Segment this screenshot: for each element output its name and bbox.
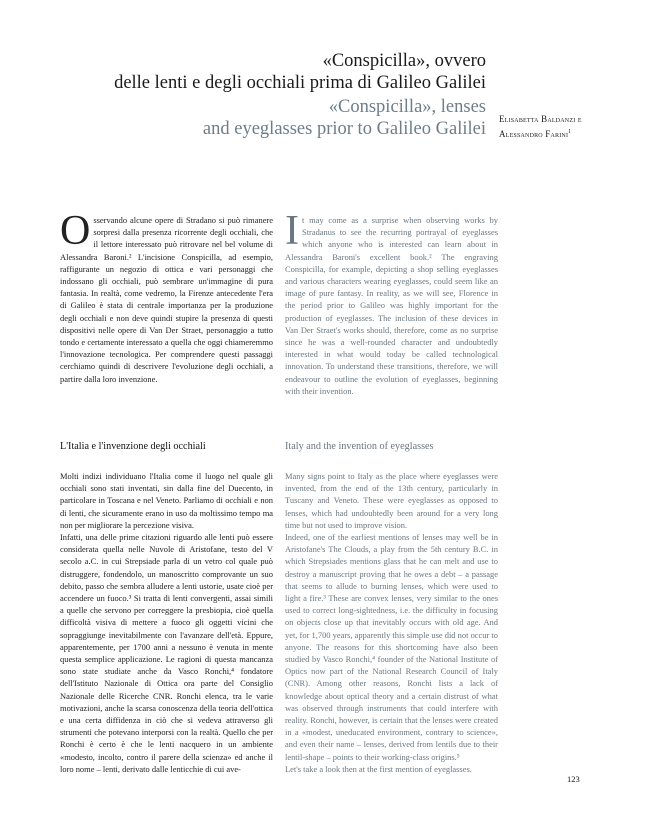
intro-english [285, 208, 498, 397]
body-english-p1: Many signs point to Italy as the place where eyeglasses were invented, from the end of the 13th century, particularly in Tuscany and Veneto. These were eyeglasses as opposed to lenses, which had undoubtedly been around for a very long time but not used to improve vision. [285, 471, 498, 530]
body-italian-p2: Infatti, una delle prime citazioni riguardo alle lenti può essere considerata quella nelle Nuvole di Aristofane, testo del V secolo a.C. in cui Strepsiade parla di un vetro col quale può distruggere, fondendolo, un manoscritto comprovante un suo debito, passo che sembra alludere a lenti ustorie, usate cioè per accendere un fuoco.³ Si tratta di lenti convergenti, assai simili a quelle che servono per correggere la presbiopia, cioè quella difficoltà visiva di mettere a fuoco gli oggetti vicini che sopraggiunge inevitabilmente con l'avanzare dell'età. Eppure, apparentemente, per 1700 anni a nessuno è venuta in mente questa semplice applicazione. Le ragioni di questa mancanza sono state studiate anche da Vasco Ronchi,⁴ fondatore dell'Istituto Nazionale di Ottica ora parte del Consiglio Nazionale delle Ricerche CNR. Ronchi elenca, tra le varie motivazioni, anche la scarsa conoscenza della teoria dell'ottica e una certa diffidenza in ciò che si vedeva attraverso gli strumenti che potevano interporsi con la realtà. Quello che per Ronchi è certo è che le lenti nacquero in un ambiente «modesto, incolto, contro il parere della scienza» ed anche il loro nome – lenti, derivato dalle lenticchie di cui ave- [60, 532, 273, 774]
dropcap-italian: O [60, 208, 91, 254]
body-english-p3: Let's take a look then at the first mention of eyeglasses. [285, 763, 472, 774]
author-footnote-mark: 1 [568, 129, 572, 135]
title-english-line1: «Conspicilla», lenses [328, 97, 486, 117]
author-line2: Alessandro Farini [499, 129, 569, 139]
author-line1: Elisabetta Baldanzi e [499, 114, 582, 124]
title-italian-line2: delle lenti e degli occhiali prima di Galileo Galilei [114, 73, 486, 93]
body-english [285, 470, 498, 775]
body-italian [60, 470, 273, 775]
title-italian-line1: «Conspicilla», ovvero [322, 51, 486, 71]
section-heading-italian: L'Italia e l'invenzione degli occhiali [60, 441, 206, 452]
body-italian-p1: Molti indizi individuano l'Italia come il luogo nel quale gli occhiali sono stati inventati, sin dalla fine del Duecento, in particolare in Toscana e nel Veneto. Parliamo di occhiali e non di lenti, che sicuramente erano in uso da moltissimo tempo ma non per migliorare la percezione visiva. [60, 471, 273, 530]
title-english [203, 96, 486, 140]
authors [499, 113, 582, 141]
intro-italian-text: sservando alcune opere di Stradano si può rimanere sorpresi dalla presenza ricorrente degli occhiali, che il lettore interessato può ritrovare nel bel volume di Alessandra Baroni.² L'incisione Conspicilla, ad esempio, raffigurante un negozio di ottica e vari personaggi che indossano gli occhiali, può sembrare un'immagine di pura fantasia. In realtà, come vedremo, la Firenze antecedente l'era di Galileo è stata di centrale importanza per la produzione degli occhiali e non deve quindi stupire la presenza di questi dispositivi nelle opere di Van Der Straet, personaggio a tutto tondo e certamente interessato a quella che oggi chiameremmo l'innovazione tecnologica. Per comprendere questi passaggi cerchiamo quindi di descrivere l'evoluzione degli occhiali, a partire dalla loro invenzione. [60, 215, 273, 384]
intro-italian [60, 208, 273, 385]
body-english-p2: Indeed, one of the earliest mentions of lenses may well be in Aristofane's The Clouds, a play from the 5th century B.C. in which Strepsiades mentions glass that he can melt and use to destroy a manuscript proving that he owes a debt – a passage that seems to allude to burning lenses, which were used to light a fire.³ These are convex lenses, very similar to the ones used to correct long-sightedness, i.e. the difficulty in focusing on objects close up that inevitably occurs with old age. And yet, for 1,700 years, apparently this simple use did not occur to anyone. The reasons for this shortcoming have also been studied by Vasco Ronchi,⁴ founder of the National Institute of Optics now part of the National Research Council of Italy (CNR). Among other reasons, Ronchi lists a lack of knowledge about optical theory and a certain distrust of what was observed through instruments that could interfere with reality. Ronchi, however, is certain that the lenses were created in a «modest, uneducated environment, contrary to science», and even their name – lenses, derived from lentils due to their lentil-shape – points to their working-class origins.⁵ [285, 532, 498, 762]
dropcap-english: I [285, 208, 299, 254]
title-italian [114, 50, 486, 94]
section-heading-english: Italy and the invention of eyeglasses [285, 441, 434, 452]
page-number: 123 [567, 774, 580, 784]
title-english-line2: and eyeglasses prior to Galileo Galilei [202, 119, 486, 139]
intro-english-text: t may come as a surprise when observing works by Stradanus to see the recurring portrayal of eyeglasses which anyone who is interested can learn about in Alessandra Baroni's excellent book.² The engraving Conspicilla, for example, depicting a shop selling eyeglasses and various characters wearing eyeglasses, could seem like an image of pure fantasy. In reality, as we will see, Florence in the period prior to Galileo was highly important for the production of eyeglasses. The inclusion of these devices in Van Der Straet's works should, therefore, come as no surprise since he was a well-rounded character and undoubtedly interested in what would today be called technological innovation. To understand these transitions, therefore, we will endeavour to outline the evolution of eyeglasses, beginning with their invention. [285, 215, 498, 396]
